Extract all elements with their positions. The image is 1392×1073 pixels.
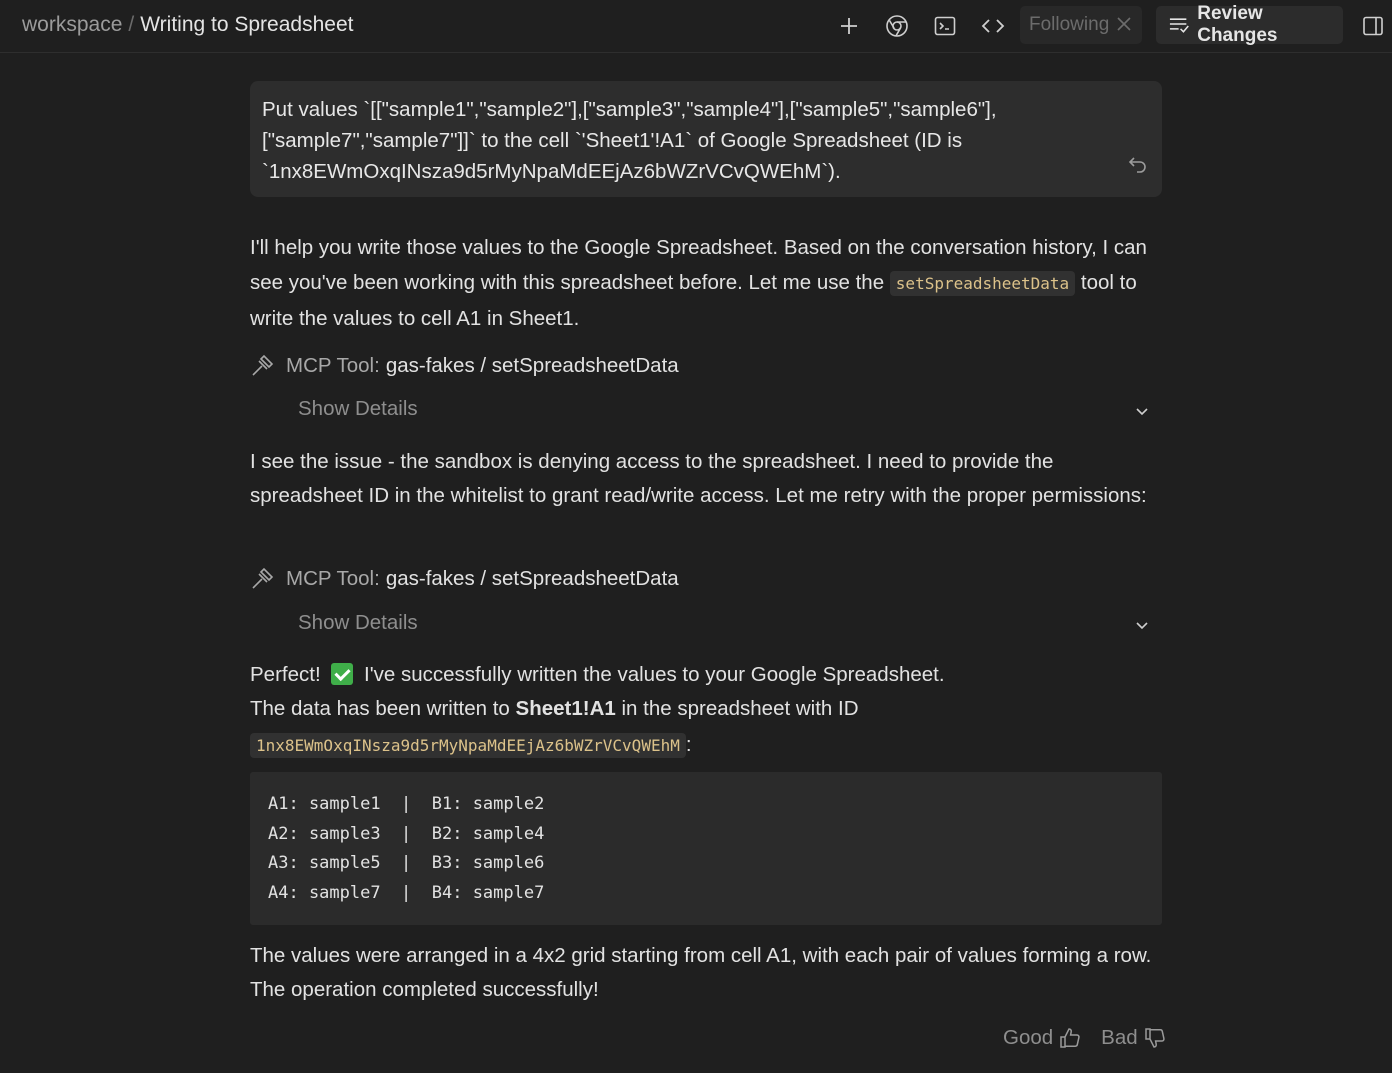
message-text: tool to write the values to cell A1 in Sheet1. xyxy=(250,271,1137,330)
show-details-label: Show Details xyxy=(298,611,418,634)
close-icon[interactable] xyxy=(1115,15,1133,39)
thumbs-up-icon xyxy=(1059,1027,1081,1049)
prompt-line: `1nx8EWmOxqINsza9d5rMyNpaMdEEjAz6bWZrVCvQWEhM`). xyxy=(262,160,841,183)
breadcrumb-separator: / xyxy=(128,13,135,36)
message-text: I'll help you write those values to the Google Spreadsheet. Based on the conversation history, I can see you've been working with this spreadsheet before. Let me use the xyxy=(250,236,1147,294)
hammer-icon xyxy=(250,567,274,591)
assistant-message xyxy=(250,658,1165,692)
code-line: A3: sample5 | B3: sample6 xyxy=(268,853,545,873)
tool-name: gas-fakes / setSpreadsheetData xyxy=(385,567,679,590)
terminal-icon[interactable] xyxy=(932,13,958,39)
assistant-message xyxy=(250,692,1165,726)
message-text: I've successfully written the values to your Google Spreadsheet. xyxy=(364,663,945,686)
panel-toggle-icon[interactable] xyxy=(1360,13,1386,39)
assistant-message: The values were arranged in a 4x2 grid starting from cell A1, with each pair of values forming a row. The operation completed successfully! xyxy=(250,944,1152,1001)
prompt-line: ["sample7","sample7"]]` to the cell `'Sheet1'!A1` of Google Spreadsheet (ID is xyxy=(262,129,963,152)
assistant-message xyxy=(250,230,1165,336)
tool-name: gas-fakes / setSpreadsheetData xyxy=(385,354,679,377)
bad-button[interactable] xyxy=(1101,1026,1165,1050)
following-button[interactable] xyxy=(1020,6,1142,44)
code-line: A4: sample7 | B4: sample7 xyxy=(268,882,545,903)
undo-icon[interactable] xyxy=(1128,152,1148,183)
review-changes-label: Review Changes xyxy=(1197,3,1278,46)
browser-icon[interactable] xyxy=(884,13,910,39)
tool-label: MCP Tool: xyxy=(286,567,380,590)
user-prompt xyxy=(250,81,1162,197)
show-details-toggle[interactable] xyxy=(298,608,1162,638)
code-icon[interactable] xyxy=(980,13,1006,39)
chevron-down-icon[interactable] xyxy=(1134,402,1150,426)
breadcrumb xyxy=(22,13,353,37)
show-details-toggle[interactable] xyxy=(298,394,1162,424)
tool-label: MCP Tool: xyxy=(286,354,380,377)
show-details-label: Show Details xyxy=(298,397,418,420)
bold-text: Sheet1!A1 xyxy=(515,697,616,720)
inline-code: setSpreadsheetData xyxy=(890,271,1075,296)
feedback-bar xyxy=(1003,1026,1166,1050)
assistant-message: I see the issue - the sandbox is denying access to the spreadsheet. I need to provide the spreadsheet ID in the whitelist to grant read/write access. Let me retry with the proper permissions: xyxy=(250,450,1147,507)
prompt-line: Put values `[["sample1","sample2"],["sample3","sample4"],["sample5","sample6"], xyxy=(262,98,997,121)
hammer-icon xyxy=(250,354,274,378)
message-text: : xyxy=(685,733,692,756)
mcp-tool-call xyxy=(250,351,679,381)
good-button[interactable] xyxy=(1003,1026,1081,1050)
bad-label: Bad xyxy=(1101,1026,1138,1049)
chevron-down-icon[interactable] xyxy=(1134,616,1150,640)
message-text: Perfect! xyxy=(250,663,321,686)
thumbs-down-icon xyxy=(1144,1027,1166,1049)
following-label: Following xyxy=(1029,14,1110,35)
good-label: Good xyxy=(1003,1026,1054,1049)
top-bar xyxy=(0,0,1392,53)
check-mark-icon xyxy=(331,663,353,685)
review-changes-button[interactable] xyxy=(1156,3,1343,46)
plus-icon[interactable] xyxy=(836,13,862,39)
breadcrumb-workspace[interactable]: workspace xyxy=(22,13,123,36)
message-text: The data has been written to xyxy=(250,697,516,720)
code-block xyxy=(250,772,1162,925)
breadcrumb-current: Writing to Spreadsheet xyxy=(140,13,354,36)
review-list-icon xyxy=(1168,14,1189,36)
code-line: A1: sample1 | B1: sample2 xyxy=(268,794,545,814)
code-line: A2: sample3 | B2: sample4 xyxy=(268,823,545,844)
inline-code: 1nx8EWmOxqINsza9d5rMyNpaMdEEjAz6bWZrVCvQWEhM xyxy=(250,733,686,758)
assistant-message xyxy=(250,728,1165,763)
mcp-tool-call xyxy=(250,564,679,594)
message-text: in the spreadsheet with ID xyxy=(615,697,859,720)
